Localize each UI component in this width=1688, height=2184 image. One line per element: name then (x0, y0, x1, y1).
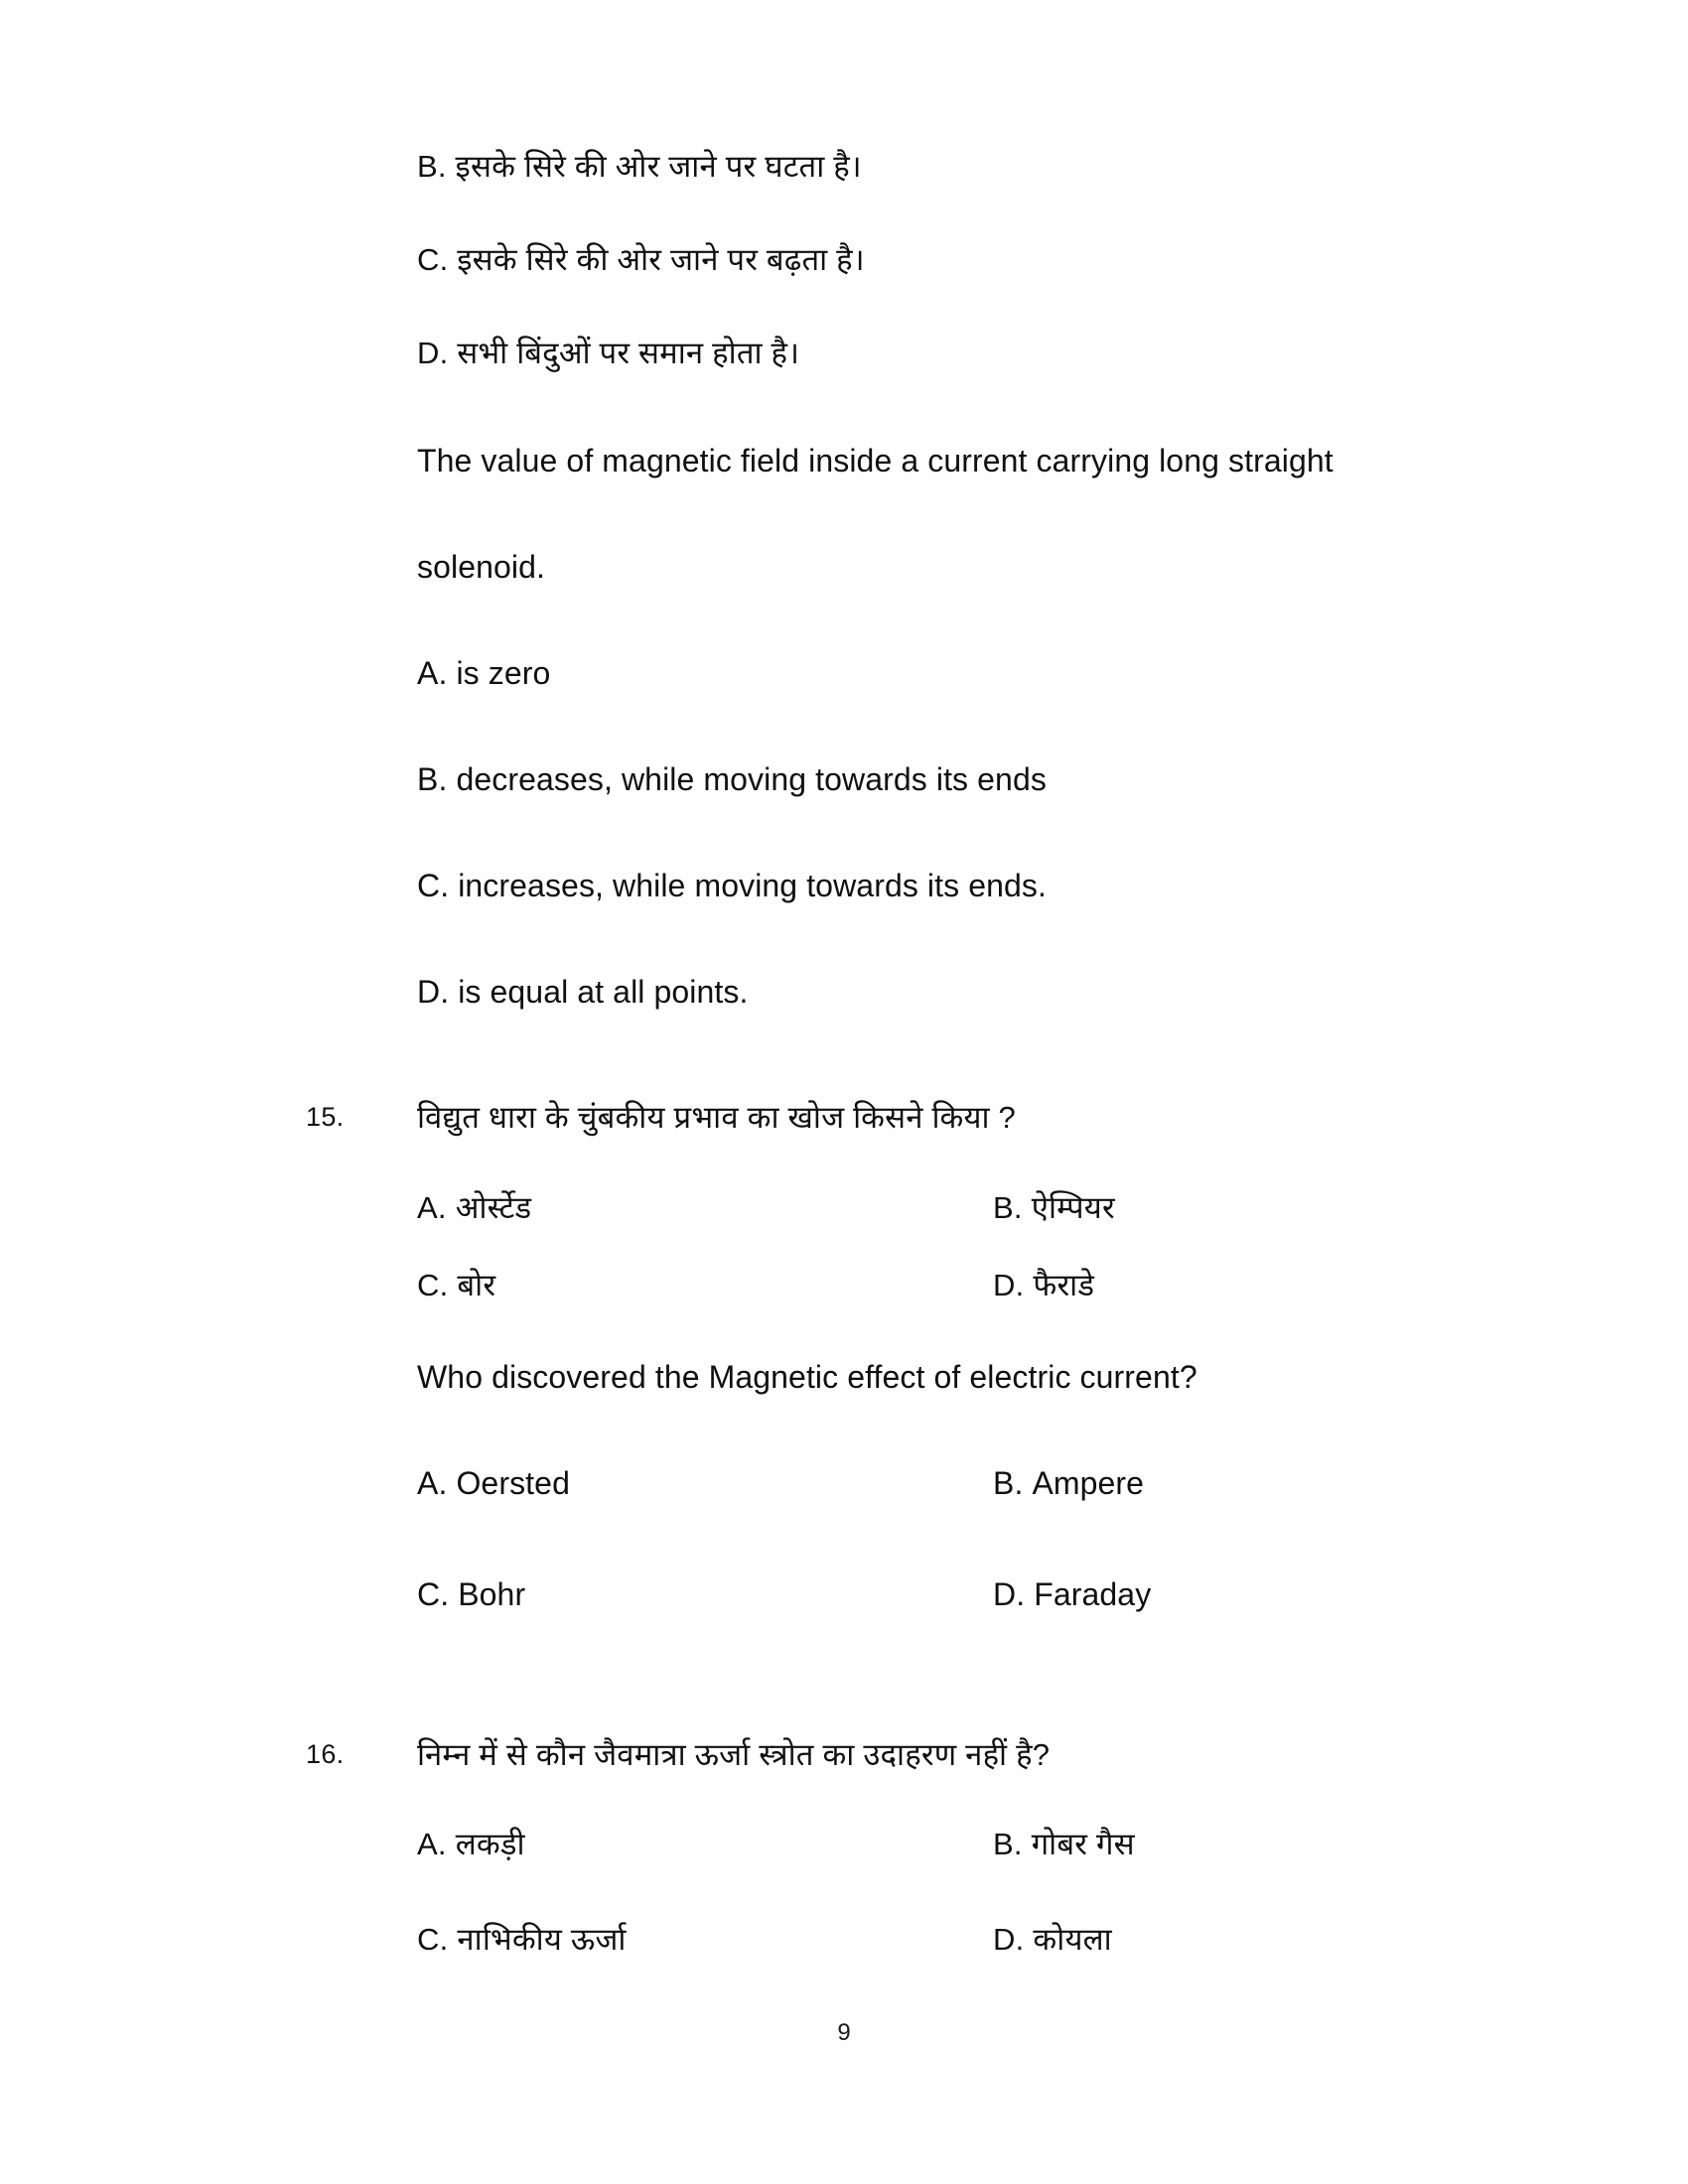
question-16-stem-row (0, 1736, 1688, 1772)
q16-option-a-hindi (417, 1823, 525, 1864)
q16-option-c-hindi (417, 1918, 627, 1960)
q14-option-d-english-text: is equal at all points. (458, 974, 749, 1010)
question-15-stem-english: Who discovered the Magnetic effect of electric current? (417, 1358, 1197, 1395)
q16-option-b-hindi (993, 1823, 1135, 1864)
q14-option-b-english-text: decreases, while moving towards its ends (456, 761, 1047, 797)
q16-option-d-hindi-label: D. (993, 1922, 1025, 1958)
q14-option-a-english-label: A. (417, 655, 448, 691)
question-16-stem-hindi: निम्न में से कौन जैवमात्रा ऊर्जा स्त्रोत का उदाहरण नहीं है? (417, 1736, 1051, 1772)
q14-option-b-hindi (417, 145, 1504, 187)
q15-option-c-english-label: C. (417, 1575, 450, 1612)
q15-option-d-english (993, 1576, 1151, 1613)
q15-option-b-hindi-label: B. (993, 1189, 1023, 1225)
q16-option-b-hindi-label: B. (993, 1827, 1023, 1862)
q15-option-d-hindi-text: फैराडे (1033, 1267, 1095, 1302)
q15-option-a-hindi-text: ओर्स्टेड (455, 1189, 532, 1225)
q15-option-b-english (993, 1465, 1144, 1502)
q14-option-d-hindi (417, 332, 1504, 373)
q15-option-d-english-label: D. (993, 1575, 1026, 1612)
q15-option-d-hindi-label: D. (993, 1267, 1025, 1302)
q16-option-a-hindi-label: A. (417, 1827, 447, 1862)
q15-option-a-hindi-label: A. (417, 1189, 447, 1225)
q14-option-d-english-label: D. (417, 974, 450, 1010)
q14-option-a-english-text: is zero (456, 655, 551, 691)
q14-option-c-hindi-label: C. (417, 242, 449, 277)
q15-option-a-english-text: Oersted (456, 1464, 570, 1501)
q14-option-c-hindi-text: इसके सिरे की ओर जाने पर बढ़ता है। (457, 242, 865, 277)
question-15-hindi-options-row-1 (417, 1186, 1509, 1264)
q14-option-d-hindi-label: D. (417, 336, 449, 370)
q15-option-a-english (417, 1465, 570, 1502)
q15-option-b-english-label: B. (993, 1464, 1024, 1501)
question-15-hindi-options-row-2 (417, 1264, 1509, 1341)
q14-option-b-hindi-text: इसके सिरे की ओर जाने पर घटता है। (455, 149, 862, 184)
question-15-stem-hindi: विद्युत धारा के चुंबकीय प्रभाव का खोज किसने किया ? (417, 1100, 1016, 1135)
q15-option-b-hindi-text: ऐम्पियर (1031, 1189, 1115, 1225)
q15-option-d-hindi (993, 1264, 1094, 1305)
q16-option-c-hindi-text: नाभिकीय ऊर्जा (457, 1922, 627, 1958)
q14-stem-english-line1: The value of magnetic field inside a current carrying long straight (417, 443, 1334, 478)
q14-option-a-english (417, 655, 1504, 692)
q16-option-c-hindi-label: C. (417, 1922, 449, 1958)
page-number: 9 (837, 2019, 851, 2046)
q15-option-b-hindi (993, 1186, 1115, 1228)
q16-option-b-hindi-text: गोबर गैस (1031, 1827, 1135, 1862)
question-15-stem-row (0, 1102, 1688, 1135)
q14-option-c-english-text: increases, while moving towards its ends. (458, 868, 1048, 903)
question-16-hindi-options-row-2 (417, 1918, 1509, 1995)
q15-option-d-english-text: Faraday (1034, 1575, 1152, 1612)
q15-option-c-hindi-text: बोर (457, 1267, 496, 1302)
q14-option-c-hindi (417, 238, 1504, 280)
q14-option-d-hindi-text: सभी बिंदुओं पर समान होता है। (457, 336, 800, 370)
q15-option-c-english (417, 1576, 525, 1613)
q14-option-b-english-label: B. (417, 761, 448, 797)
q14-option-d-english (417, 974, 1504, 1011)
q14-option-b-hindi-label: B. (417, 149, 447, 184)
question-15-number: 15. (306, 1102, 345, 1132)
question-15-english-options-row-2 (417, 1576, 1509, 1654)
q14-option-c-english-label: C. (417, 868, 450, 903)
q14-stem-english-line2: solenoid. (417, 549, 545, 585)
q15-option-c-english-text: Bohr (458, 1575, 526, 1612)
question-16-hindi-options-row-1 (417, 1823, 1509, 1900)
question-16-number: 16. (306, 1738, 345, 1769)
q14-option-b-english (417, 761, 1504, 798)
q16-option-a-hindi-text: लकड़ी (455, 1827, 525, 1862)
q15-option-a-english-label: A. (417, 1464, 448, 1501)
q15-option-c-hindi-label: C. (417, 1267, 449, 1302)
q16-option-d-hindi-text: कोयला (1033, 1922, 1112, 1958)
q16-option-d-hindi (993, 1918, 1112, 1960)
q15-option-b-english-text: Ampere (1032, 1464, 1145, 1501)
q14-option-c-english (417, 868, 1504, 904)
q15-option-a-hindi (417, 1186, 531, 1228)
question-15-english-options-row-1 (417, 1465, 1509, 1543)
q15-option-c-hindi (417, 1264, 495, 1305)
